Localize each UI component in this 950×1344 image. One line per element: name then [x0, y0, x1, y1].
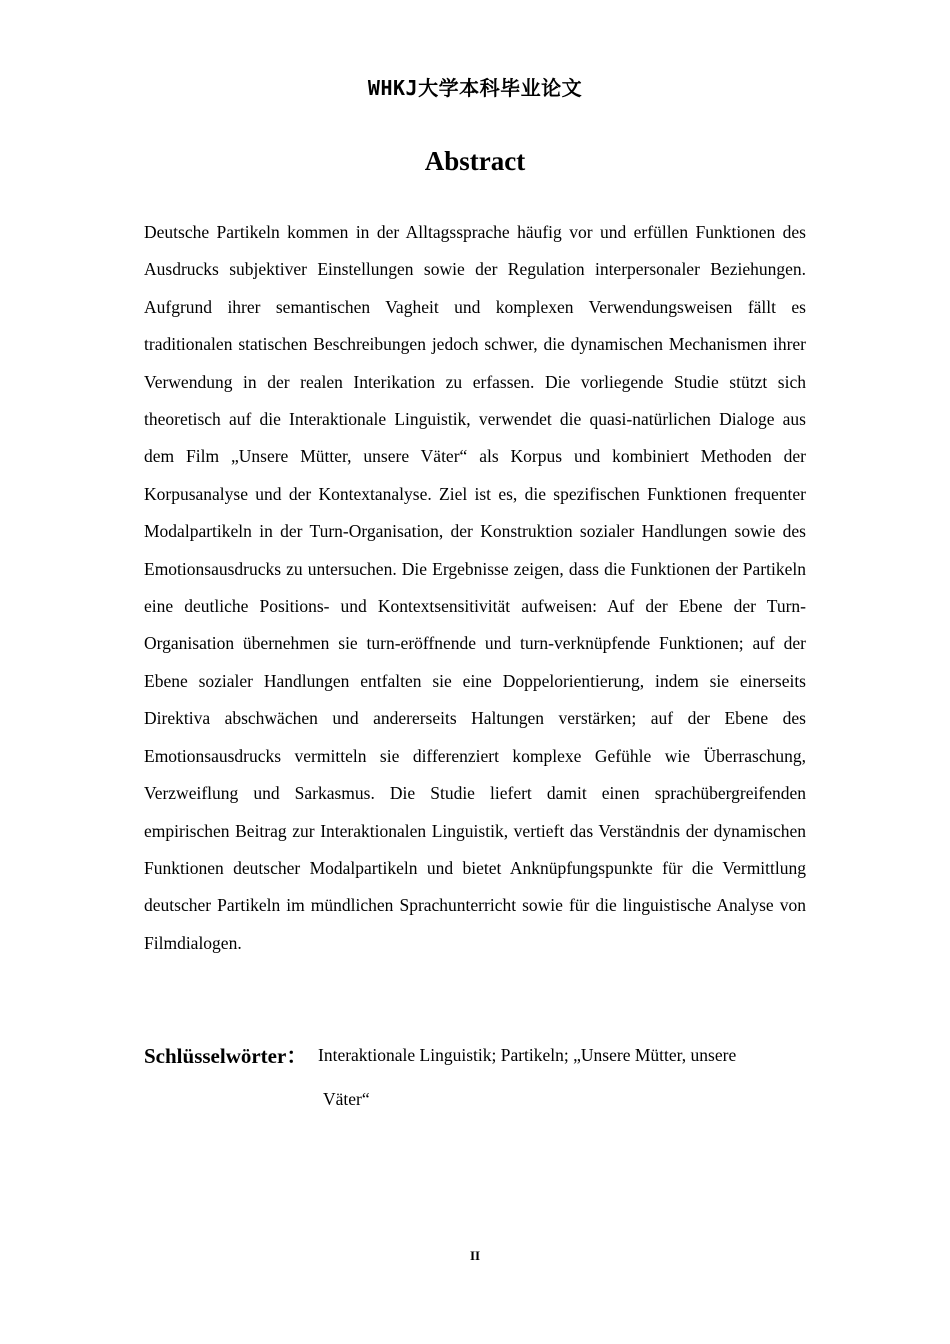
keywords-line-1: Interaktionale Linguistik; Partikeln; „Unsere Mütter, unsere	[318, 1045, 737, 1065]
keywords-line-2: Väter“	[323, 1089, 370, 1109]
keywords-list	[318, 1033, 788, 1121]
running-header: WHKJ大学本科毕业论文	[367, 76, 583, 100]
page-number: II	[469, 1248, 481, 1263]
abstract-paragraph: Deutsche Partikeln kommen in der Alltagssprache häufig vor und erfüllen Funktionen des Ausdrucks subjektiver Einstellungen sowie der Regulation interpersonaler Beziehungen. Aufgrund ihrer semantischen Vagheit und komplexen Verwendungsweisen fällt es traditionalen statischen Beschreibungen jedoch schwer, die dynamischen Mechanismen ihrer Verwendung in der realen Interikation zu erfassen. Die vorliegende Studie stützt sich theoretisch auf die Interaktionale Linguistik, verwendet die quasi-natürlichen Dialoge aus dem Film „Unsere Mütter, unsere Väter“ als Korpus und kombiniert Methoden der Korpusanalyse und der Kontextanalyse. Ziel ist es, die spezifischen Funktionen frequenter Modalpartikeln in der Turn-Organisation, der Konstruktion sozialer Handlungen sowie des Emotionsausdrucks zu untersuchen. Die Ergebnisse zeigen, dass die Funktionen der Partikeln eine deutliche Positions- und Kontextsensitivität aufweisen: Auf der Ebene der Turn-Organisation übernehmen sie turn-eröffnende und turn-verknüpfende Funktionen; auf der Ebene sozialer Handlungen entfalten sie eine Doppelorientierung, indem sie einerseits Direktiva abschwächen und andererseits Haltungen verstärken; auf der Ebene des Emotionsausdrucks vermitteln sie differenziert komplexe Gefühle wie Überraschung, Verzweiflung und Sarkasmus. Die Studie liefert damit einen sprachübergreifenden empirischen Beitrag zur Interaktionalen Linguistik, vertieft das Verständnis der dynamischen Funktionen deutscher Modalpartikeln und bietet Anknüpfungspunkte für die Vermittlung deutscher Partikeln im mündlichen Sprachunterricht sowie für die linguistische Analyse von Filmdialogen.	[144, 222, 806, 953]
page-title: Abstract	[424, 146, 526, 176]
keywords-label: Schlüsselwörter：	[144, 1044, 308, 1068]
